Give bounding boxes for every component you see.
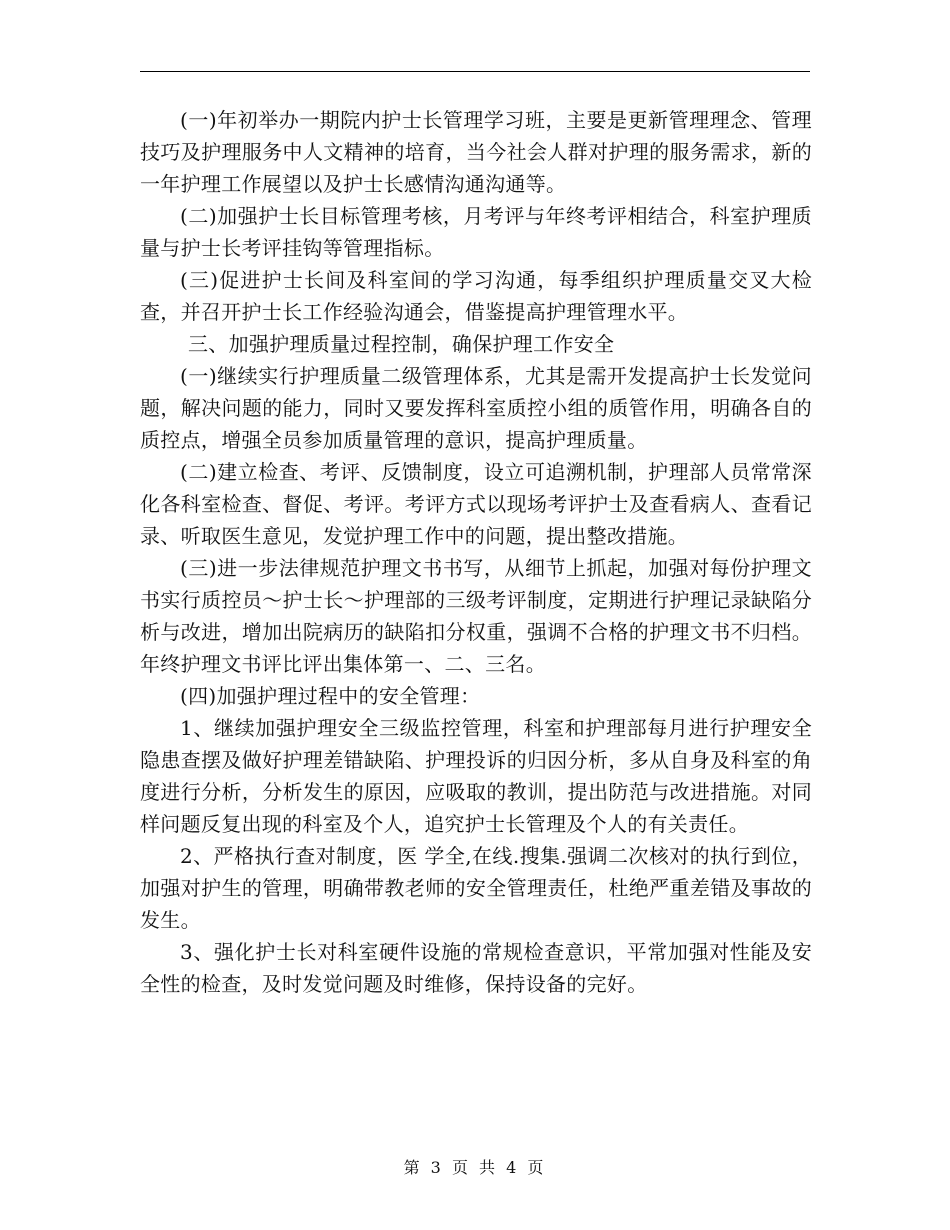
list-item-3: 3、强化护士长对科室硬件设施的常规检查意识，平常加强对性能及安全性的检查，及时发觉问题及时维修，保持设备的完好。: [140, 940, 812, 996]
paragraph-1-1: (一)年初举办一期院内护士长管理学习班，主要是更新管理理念、管理技巧及护理服务中人文精神的培育，当今社会人群对护理的服务需求，新的一年护理工作展望以及护士长感情沟通沟通等。: [140, 108, 812, 196]
paragraph-3-3: (三)进一步法律规范护理文书书写，从细节上抓起，加强对每份护理文书实行质控员～护士长～护理部的三级考评制度，定期进行护理记录缺陷分析与改进，增加出院病历的缺陷扣分权重，强调不合格的护理文书不归档。年终护理文书评比评出集体第一、二、三名。: [140, 556, 812, 676]
list-item-1: 1、继续加强护理安全三级监控管理，科室和护理部每月进行护理安全隐患查摆及做好护理差错缺陷、护理投诉的归因分析，多从自身及科室的角度进行分析，分析发生的原因，应吸取的教训，提出防范与改进措施。对同样问题反复出现的科室及个人，追究护士长管理及个人的有关责任。: [140, 716, 812, 836]
paragraph-1-3: (三)促进护士长间及科室间的学习沟通，每季组织护理质量交叉大检查，并召开护士长工作经验沟通会，借鉴提高护理管理水平。: [140, 268, 812, 324]
header-rule: [140, 71, 810, 72]
body-text: [140, 104, 812, 1000]
page-footer: 第 3 页 共 4 页: [403, 1158, 547, 1177]
paragraph-3-2: (二)建立检查、考评、反馈制度，设立可追溯机制，护理部人员常常深化各科室检查、督促、考评。考评方式以现场考评护士及查看病人、查看记录、听取医生意见，发觉护理工作中的问题，提出整改措施。: [140, 460, 812, 548]
paragraph-3-1: (一)继续实行护理质量二级管理体系，尤其是需开发提高护士长发觉问题，解决问题的能力，同时又要发挥科室质控小组的质管作用，明确各自的质控点，增强全员参加质量管理的意识，提高护理质量。: [140, 364, 812, 452]
paragraph-3-4: (四)加强护理过程中的安全管理：: [180, 684, 481, 708]
section-heading-3: 三、加强护理质量过程控制，确保护理工作安全: [188, 332, 615, 356]
paragraph-1-2: (二)加强护士长目标管理考核，月考评与年终考评相结合，科室护理质量与护士长考评挂钩等管理指标。: [140, 204, 812, 260]
list-item-2: 2、严格执行查对制度，医 学全,在线.搜集.强调二次核对的执行到位，加强对护生的管理，明确带教老师的安全管理责任，杜绝严重差错及事故的发生。: [140, 844, 812, 932]
